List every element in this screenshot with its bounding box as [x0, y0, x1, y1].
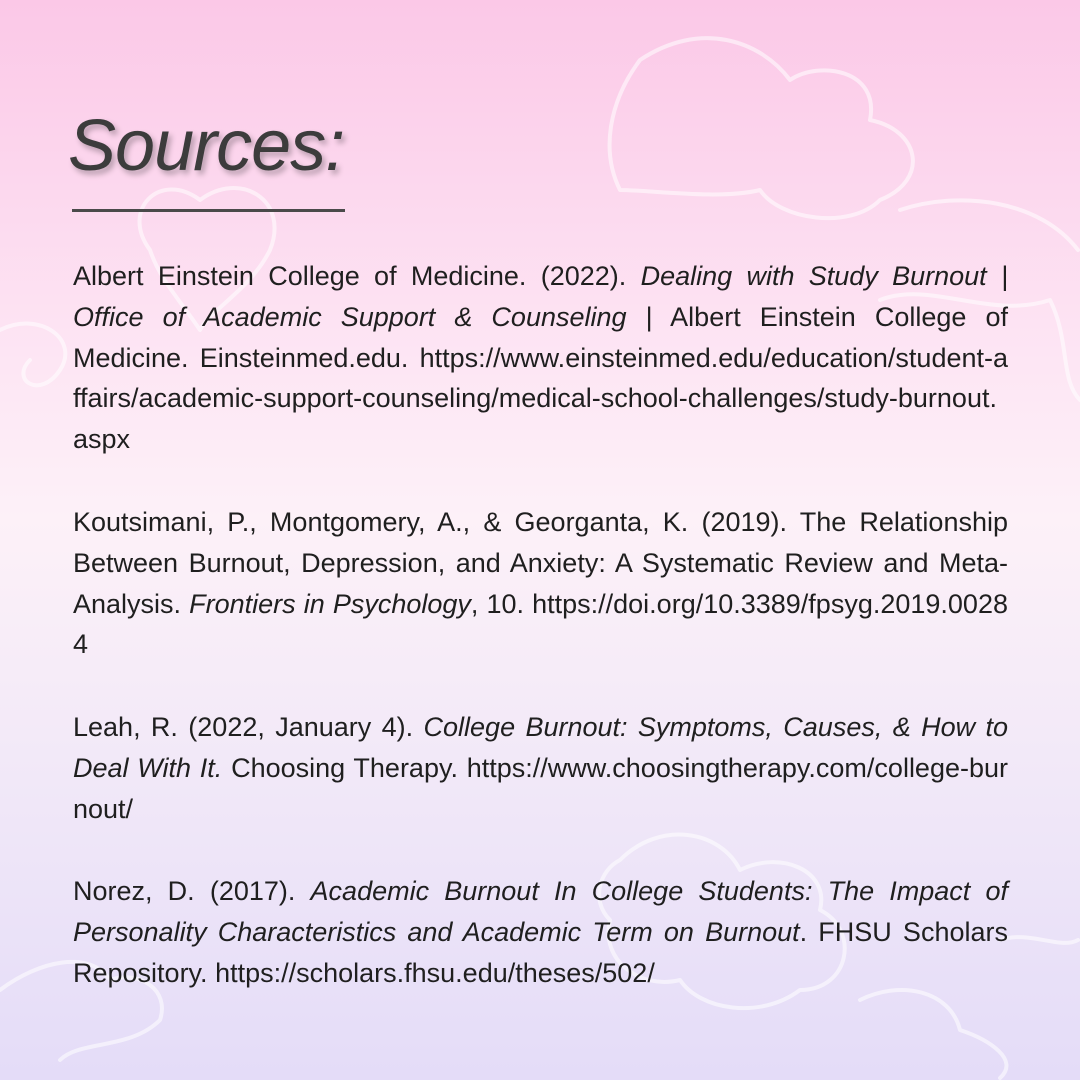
reference-entry [73, 502, 1008, 665]
reference-text: . FHSU Scholars Repository. [73, 916, 1008, 988]
reference-url: https://www.choosingtherapy.com/college-burnout/ [73, 752, 1008, 824]
reference-entry [73, 256, 1008, 460]
reference-title: Frontiers in Psychology [189, 588, 471, 619]
reference-title: College Burnout: Symptoms, Causes, & How to Deal With It. [73, 712, 1008, 783]
reference-url: https://scholars.fhsu.edu/theses/502/ [215, 957, 655, 988]
reference-text: , 10. [470, 588, 533, 619]
reference-text: Norez, D. (2017). [73, 876, 311, 906]
reference-entry [73, 871, 1008, 993]
reference-title: Academic Burnout In College Students: The Impact of Personality Characteristics and Academic Term on Burnout [73, 876, 1008, 947]
reference-text: | Albert Einstein College of Medicine. Einsteinmed.edu. [73, 301, 1008, 373]
doodle-scribble-top-right [610, 38, 913, 218]
reference-text: Choosing Therapy. [222, 752, 467, 783]
page-title: Sources: [68, 106, 345, 186]
reference-url: https://doi.org/10.3389/fpsyg.2019.00284 [73, 588, 1008, 660]
reference-text: Leah, R. (2022, January 4). [73, 712, 424, 742]
reference-title: Dealing with Study Burnout | Office of Academic Support & Counseling [73, 261, 1009, 332]
title-underline-divider [72, 209, 345, 212]
reference-entry [73, 707, 1008, 829]
reference-text: Koutsimani, P., Montgomery, A., & Georganta, K. (2019). The Relationship Between Burnout, Depression, and Anxiety: A Systematic Review and Meta-Analysis. [73, 507, 1008, 619]
doodle-swirl-left [0, 324, 65, 386]
reference-text: Albert Einstein College of Medicine. (2022). [73, 261, 641, 291]
reference-url: https://www.einsteinmed.edu/education/student-affairs/academic-support-counseling/medical-school-challenges/study-burnout.aspx [73, 342, 1008, 455]
